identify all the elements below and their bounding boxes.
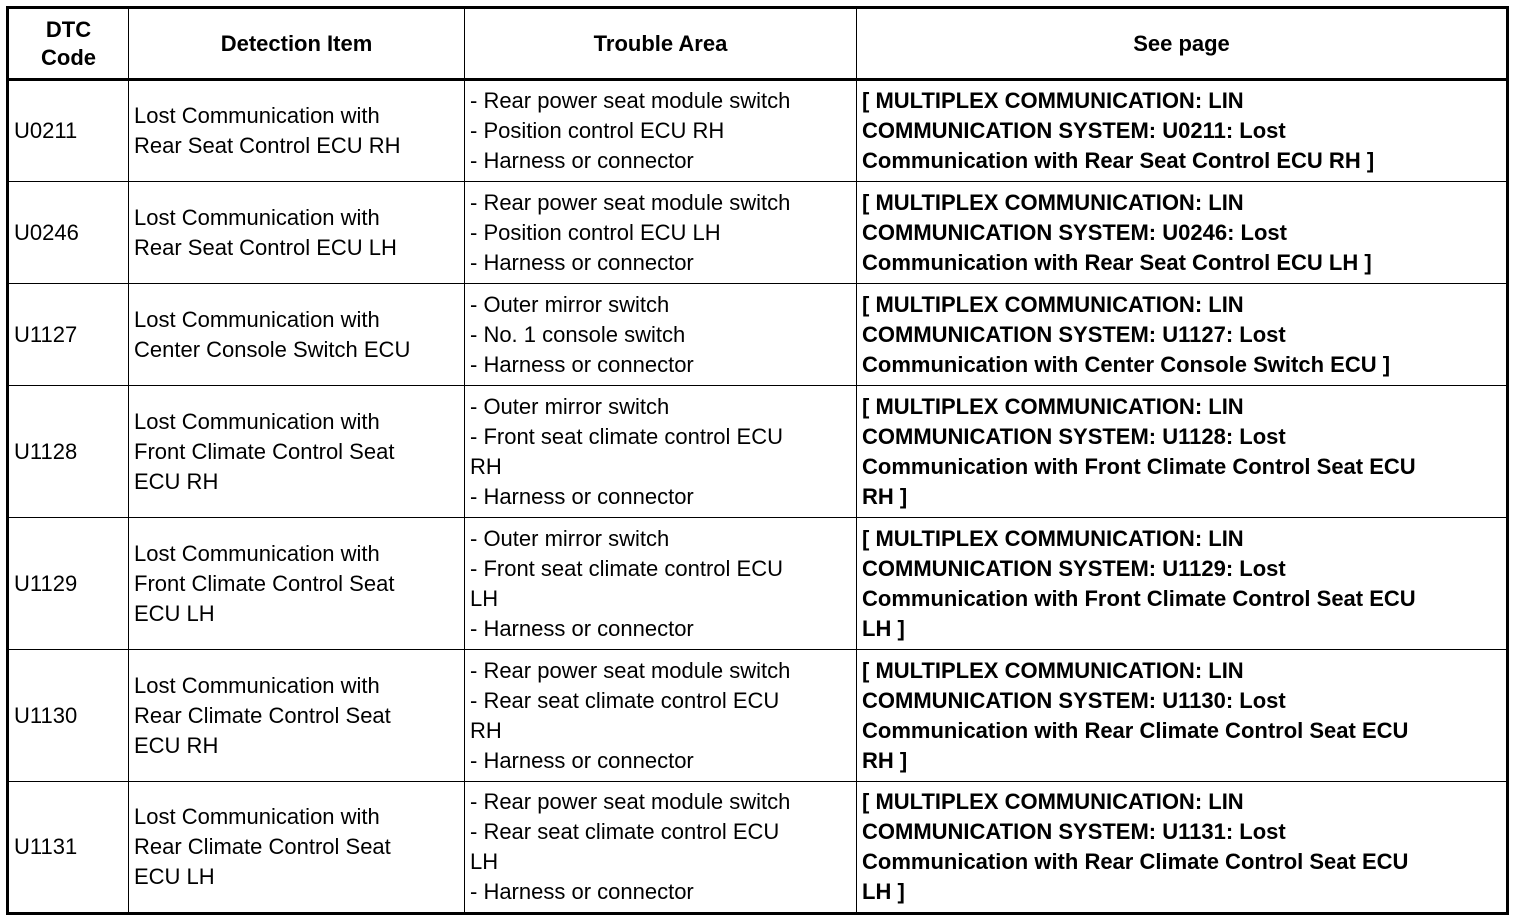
trouble-area-cell-line: - No. 1 console switch xyxy=(470,321,686,347)
see-page-cell-line: [ MULTIPLEX COMMUNICATION: LIN xyxy=(862,189,1244,215)
detection-item-cell-line: ECU RH xyxy=(134,468,219,494)
detection-item-cell-line: Lost Communication with xyxy=(134,306,380,332)
trouble-area-cell-line: - Rear seat climate control ECU xyxy=(470,687,780,713)
detection-item-cell xyxy=(129,386,465,518)
trouble-area-cell-line: - Rear power seat module switch xyxy=(470,88,791,113)
detection-item-cell xyxy=(129,518,465,650)
trouble-area-cell-line: - Harness or connector xyxy=(470,615,694,641)
see-page-cell-line: RH ] xyxy=(862,747,908,773)
trouble-area-cell-line: - Harness or connector xyxy=(470,483,694,509)
detection-item-cell xyxy=(129,782,465,914)
dtc-code-cell: U1131 xyxy=(8,782,129,914)
dtc-code-cell: U0211 xyxy=(8,80,129,182)
dtc-table xyxy=(6,6,1509,915)
detection-item-cell-line: Front Climate Control Seat xyxy=(134,570,395,596)
trouble-area-cell-line: - Harness or connector xyxy=(470,249,694,275)
detection-item-cell-line: Rear Seat Control ECU LH xyxy=(134,234,397,260)
see-page-cell xyxy=(857,386,1508,518)
table-row xyxy=(8,284,1508,386)
see-page-cell-line: LH ] xyxy=(862,615,905,641)
dtc-code-cell: U1128 xyxy=(8,386,129,518)
detection-item-cell xyxy=(129,650,465,782)
detection-item-cell xyxy=(129,284,465,386)
see-page-cell xyxy=(857,782,1508,914)
trouble-area-cell-line: - Rear seat climate control ECU xyxy=(470,819,780,844)
see-page-cell xyxy=(857,284,1508,386)
see-page-cell-line: [ MULTIPLEX COMMUNICATION: LIN xyxy=(862,291,1244,317)
trouble-area-cell-line: - Outer mirror switch xyxy=(470,393,670,419)
detection-item-cell-line: Lost Communication with xyxy=(134,540,380,566)
detection-item-cell-line: Rear Climate Control Seat xyxy=(134,702,391,728)
dtc-code-cell: U1129 xyxy=(8,518,129,650)
table-row xyxy=(8,650,1508,782)
header-see-page: See page xyxy=(857,8,1508,80)
see-page-cell-line: Communication with Rear Climate Control Seat ECU xyxy=(862,849,1409,874)
see-page-cell-line: COMMUNICATION SYSTEM: U1128: Lost xyxy=(862,423,1286,449)
see-page-cell-line: Communication with Center Console Switch ECU ] xyxy=(862,351,1391,377)
table-row xyxy=(8,518,1508,650)
see-page-cell-line: Communication with Rear Climate Control Seat ECU xyxy=(862,717,1409,743)
header-detection-item: Detection Item xyxy=(129,8,465,80)
detection-item-cell-line: Rear Seat Control ECU RH xyxy=(134,133,401,158)
trouble-area-cell-line: - Harness or connector xyxy=(470,879,694,904)
detection-item-cell-line: ECU LH xyxy=(134,600,215,626)
see-page-cell-line: COMMUNICATION SYSTEM: U0211: Lost xyxy=(862,118,1286,143)
trouble-area-cell-line: LH xyxy=(470,849,499,874)
table-body xyxy=(8,80,1508,914)
detection-item-cell-line: ECU RH xyxy=(134,732,219,758)
detection-item-cell xyxy=(129,80,465,182)
detection-item-cell-line: Lost Communication with xyxy=(134,672,380,698)
trouble-area-cell-line: LH xyxy=(470,585,499,611)
trouble-area-cell xyxy=(465,782,857,914)
table-row xyxy=(8,80,1508,182)
detection-item-cell-line: Lost Communication with xyxy=(134,804,380,829)
see-page-cell-line: [ MULTIPLEX COMMUNICATION: LIN xyxy=(862,789,1244,814)
header-trouble-area: Trouble Area xyxy=(465,8,857,80)
trouble-area-cell-line: RH xyxy=(470,453,502,479)
header-dtc-code xyxy=(8,8,129,80)
trouble-area-cell-line: - Position control ECU LH xyxy=(470,219,721,245)
trouble-area-cell-line: - Rear power seat module switch xyxy=(470,789,791,814)
trouble-area-cell xyxy=(465,518,857,650)
see-page-cell-line: COMMUNICATION SYSTEM: U1127: Lost xyxy=(862,321,1286,347)
see-page-cell-line: [ MULTIPLEX COMMUNICATION: LIN xyxy=(862,88,1244,113)
dtc-code-cell: U0246 xyxy=(8,182,129,284)
see-page-cell-line: LH ] xyxy=(862,879,905,904)
see-page-cell-line: COMMUNICATION SYSTEM: U0246: Lost xyxy=(862,219,1287,245)
detection-item-cell-line: Lost Communication with xyxy=(134,204,380,230)
see-page-cell-line: Communication with Front Climate Control Seat ECU xyxy=(862,453,1416,479)
trouble-area-cell-line: - Position control ECU RH xyxy=(470,118,725,143)
detection-item-cell-line: Lost Communication with xyxy=(134,408,380,434)
trouble-area-cell-line: - Harness or connector xyxy=(470,747,694,773)
trouble-area-cell-line: - Harness or connector xyxy=(470,148,694,173)
trouble-area-cell xyxy=(465,182,857,284)
detection-item-cell-line: Lost Communication with xyxy=(134,103,380,128)
trouble-area-cell xyxy=(465,80,857,182)
trouble-area-cell xyxy=(465,650,857,782)
detection-item-cell-line: ECU LH xyxy=(134,864,215,889)
see-page-cell-line: [ MULTIPLEX COMMUNICATION: LIN xyxy=(862,393,1244,419)
table-row xyxy=(8,782,1508,914)
table-row xyxy=(8,182,1508,284)
see-page-cell-line: Communication with Front Climate Control Seat ECU xyxy=(862,585,1416,611)
see-page-cell xyxy=(857,182,1508,284)
detection-item-cell-line: Center Console Switch ECU xyxy=(134,336,411,362)
see-page-cell-line: COMMUNICATION SYSTEM: U1129: Lost xyxy=(862,555,1286,581)
see-page-cell-line: Communication with Rear Seat Control ECU RH ] xyxy=(862,148,1375,173)
table-row xyxy=(8,386,1508,518)
trouble-area-cell-line: - Rear power seat module switch xyxy=(470,657,791,683)
detection-item-cell xyxy=(129,182,465,284)
dtc-code-cell: U1127 xyxy=(8,284,129,386)
see-page-cell-line: [ MULTIPLEX COMMUNICATION: LIN xyxy=(862,657,1244,683)
see-page-cell-line: Communication with Rear Seat Control ECU LH ] xyxy=(862,249,1372,275)
trouble-area-cell-line: - Outer mirror switch xyxy=(470,525,670,551)
trouble-area-cell-line: - Outer mirror switch xyxy=(470,291,670,317)
see-page-cell-line: COMMUNICATION SYSTEM: U1130: Lost xyxy=(862,687,1286,713)
trouble-area-cell-line: - Front seat climate control ECU xyxy=(470,423,783,449)
header-dtc-code-line1: DTC xyxy=(45,16,92,42)
trouble-area-cell xyxy=(465,284,857,386)
see-page-cell xyxy=(857,650,1508,782)
trouble-area-cell-line: - Front seat climate control ECU xyxy=(470,555,783,581)
trouble-area-cell xyxy=(465,386,857,518)
detection-item-cell-line: Front Climate Control Seat xyxy=(134,438,395,464)
detection-item-cell-line: Rear Climate Control Seat xyxy=(134,834,391,859)
trouble-area-cell-line: - Harness or connector xyxy=(470,351,694,377)
trouble-area-cell-line: - Rear power seat module switch xyxy=(470,189,791,215)
header-row xyxy=(8,8,1508,80)
dtc-code-cell: U1130 xyxy=(8,650,129,782)
see-page-cell xyxy=(857,518,1508,650)
see-page-cell-line: RH ] xyxy=(862,483,908,509)
see-page-cell-line: COMMUNICATION SYSTEM: U1131: Lost xyxy=(862,819,1286,844)
header-dtc-code-line2: Code xyxy=(41,44,96,70)
see-page-cell-line: [ MULTIPLEX COMMUNICATION: LIN xyxy=(862,525,1244,551)
trouble-area-cell-line: RH xyxy=(470,717,502,743)
see-page-cell xyxy=(857,80,1508,182)
